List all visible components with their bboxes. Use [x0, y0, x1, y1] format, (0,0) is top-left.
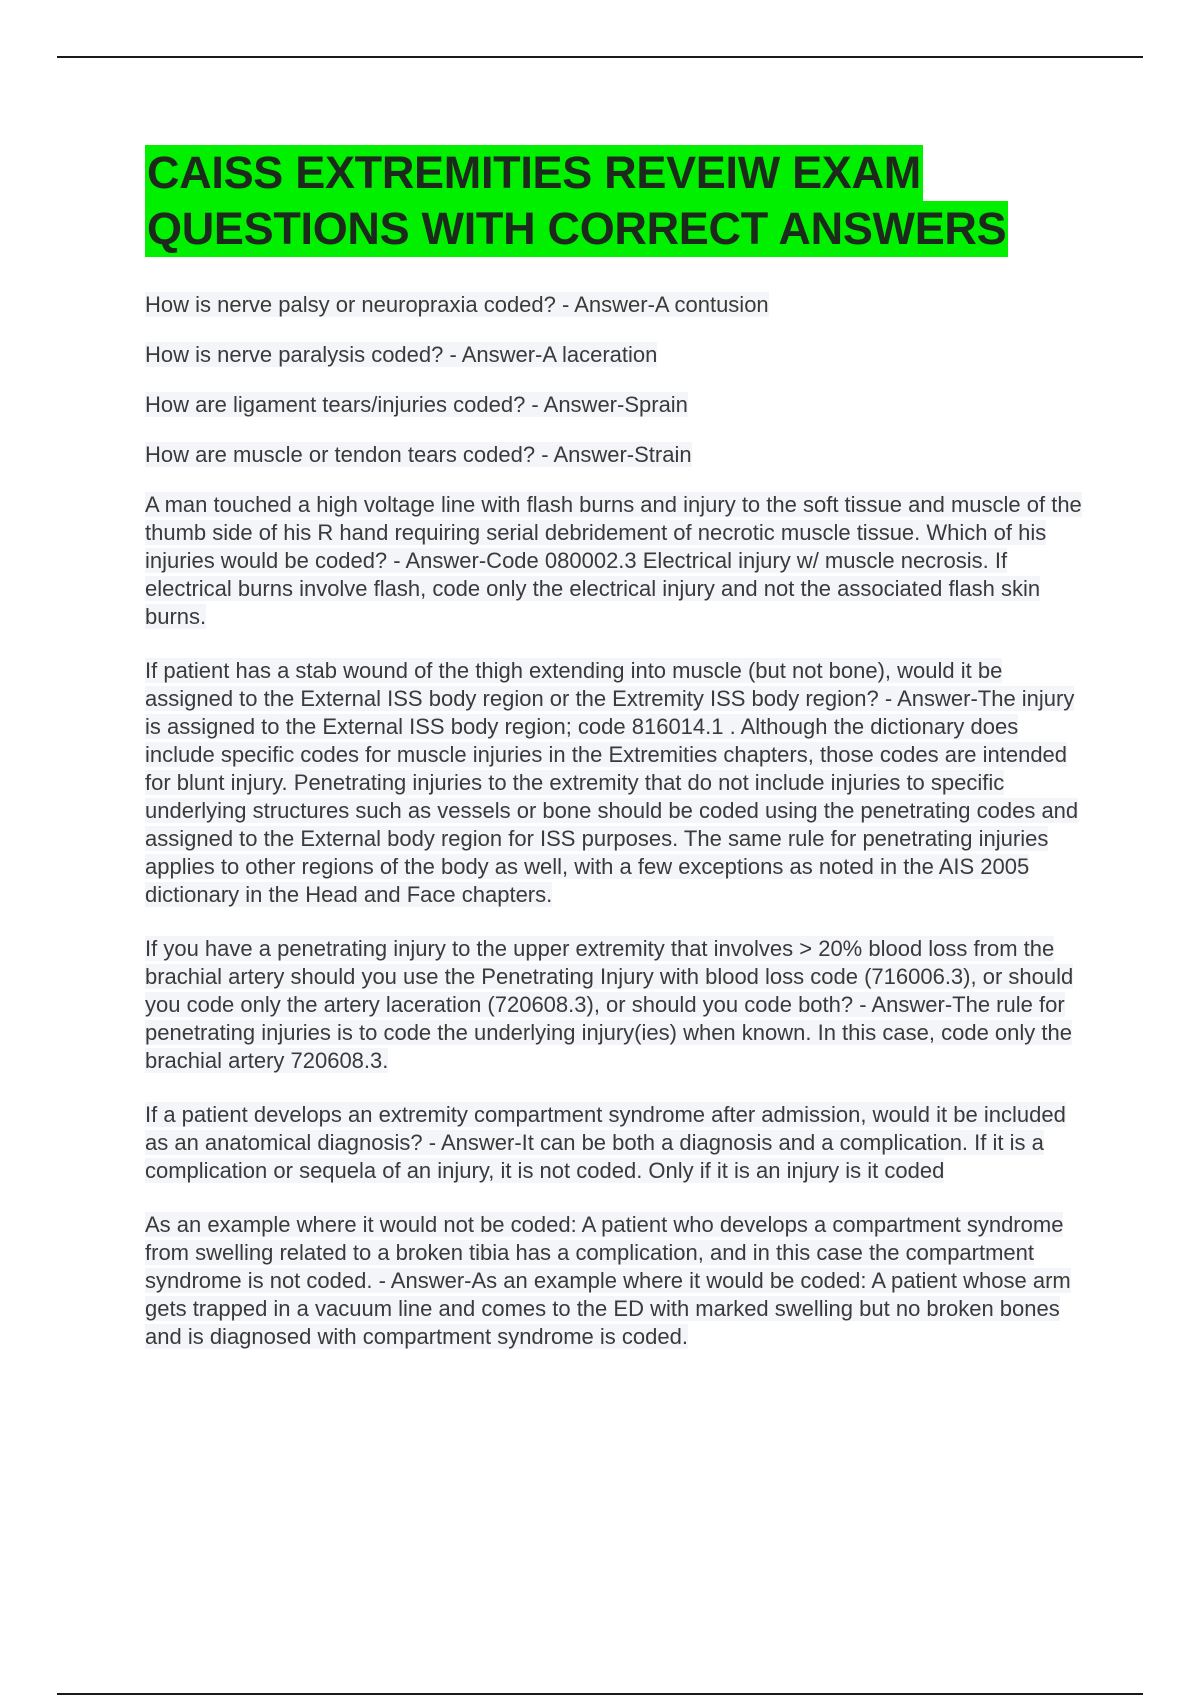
qa-item-2: How is nerve paralysis coded? - Answer-A laceration	[145, 342, 658, 367]
qa-item-3: How are ligament tears/injuries coded? - Answer-Sprain	[145, 392, 688, 417]
qa-item-8: If a patient develops an extremity compartment syndrome after admission, would it be included as an anatomical diagnosis? - Answer-It can be both a diagnosis and a complication. If it is a complication or sequela of an injury, it is not coded. Only if it is an injury is it coded	[145, 1102, 1066, 1183]
top-divider	[57, 56, 1143, 58]
qa-item-5: A man touched a high voltage line with flash burns and injury to the soft tissue and muscle of the thumb side of his R hand requiring serial debridement of necrotic muscle tissue. Which of his injuries would be coded? - Answer-Code 080002.3 Electrical injury w/ muscle necrosis. If electrical burns involve flash, code only the electrical injury and not the associated flash skin burns.	[145, 492, 1082, 629]
title-line-2: QUESTIONS WITH CORRECT ANSWERS	[145, 201, 1008, 257]
qa-item-1: How is nerve palsy or neuropraxia coded? - Answer-A contusion	[145, 292, 769, 317]
bottom-divider	[57, 1693, 1143, 1695]
qa-item-4: How are muscle or tendon tears coded? - Answer-Strain	[145, 442, 692, 467]
qa-item-9: As an example where it would not be coded: A patient who develops a compartment syndrome from swelling related to a broken tibia has a complication, and in this case the compartment syndrome is not coded. - Answer-As an example where it would be coded: A patient whose arm gets trapped in a vacuum line and comes to the ED with marked swelling but no broken bones and is diagnosed with compartment syndrome is coded.	[145, 1212, 1071, 1349]
document-title	[145, 145, 1090, 257]
qa-item-7: If you have a penetrating injury to the upper extremity that involves > 20% blood loss from the brachial artery should you use the Penetrating Injury with blood loss code (716006.3), or should you code only the artery laceration (720608.3), or should you code both? - Answer-The rule for penetrating injuries is to code the underlying injury(ies) when known. In this case, code only the brachial artery 720608.3.	[145, 936, 1074, 1073]
title-line-1: CAISS EXTREMITIES REVEIW EXAM	[145, 145, 923, 201]
qa-item-6: If patient has a stab wound of the thigh extending into muscle (but not bone), would it be assigned to the External ISS body region or the Extremity ISS body region? - Answer-The injury is assigned to the External ISS body region; code 816014.1 . Although the dictionary does include specific codes for muscle injuries in the Extremities chapters, those codes are intended for blunt injury. Penetrating injuries to the extremity that do not include injuries to specific underlying structures such as vessels or bone should be coded using the penetrating codes and assigned to the External body region for ISS purposes. The same rule for penetrating injuries applies to other regions of the body as well, with a few exceptions as noted in the AIS 2005 dictionary in the Head and Face chapters.	[145, 658, 1079, 907]
document-body	[145, 145, 1090, 1377]
